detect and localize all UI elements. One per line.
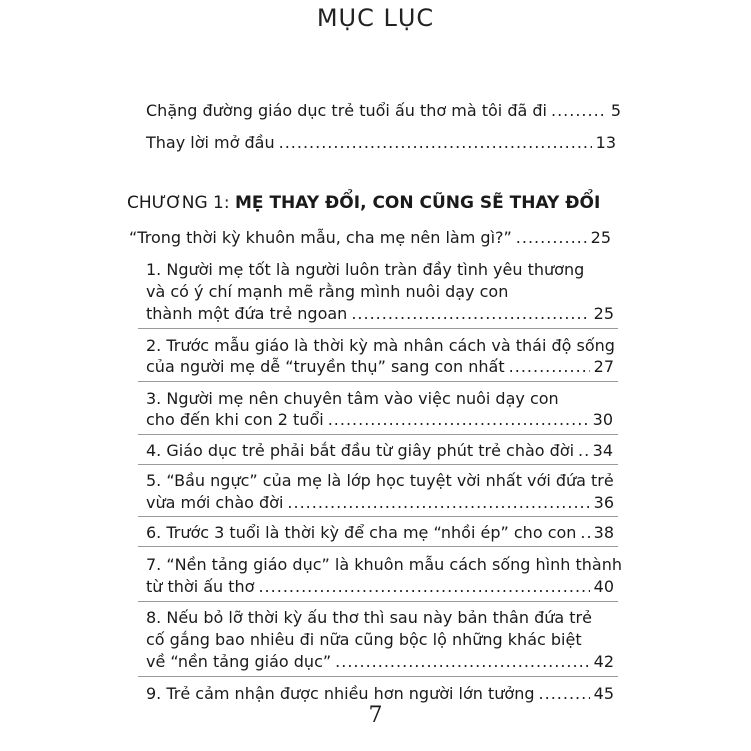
dot-leader — [328, 410, 589, 430]
toc-item-last-line — [146, 577, 614, 597]
toc-item-last-line — [146, 410, 613, 430]
toc-entry-page: 25 — [593, 304, 614, 323]
dot-leader — [279, 133, 592, 153]
chapter-label: CHƯƠNG 1: — [127, 193, 230, 213]
dot-leader — [287, 493, 589, 513]
divider — [138, 601, 618, 602]
toc-item-line: 8. Nếu bỏ lỡ thời kỳ ấu thơ thì sau này bản thân đứa trẻ — [146, 608, 592, 627]
toc-entry-page: 25 — [590, 228, 611, 247]
toc-item-last-line — [146, 493, 614, 513]
toc-entry-page: 34 — [592, 441, 613, 460]
divider — [138, 676, 618, 677]
dot-leader — [509, 357, 590, 377]
toc-item-line: 5. “Bầu ngực” của mẹ là lớp học tuyệt vời nhất với đứa trẻ — [146, 471, 614, 490]
toc-item-line: 1. Người mẹ tốt là người luôn tràn đầy tình yêu thương — [146, 260, 585, 279]
divider — [138, 464, 618, 465]
page-title: MỤC LỤC — [316, 4, 435, 32]
divider — [138, 328, 618, 329]
toc-item[interactable] — [146, 684, 614, 704]
toc-item-line: 9. Trẻ cảm nhận được nhiều hơn người lớn tưởng — [146, 684, 535, 703]
chapter-title: MẸ THAY ĐỔI, CON CŨNG SẼ THAY ĐỔI — [235, 193, 601, 213]
toc-item-line: về “nền tảng giáo dục” — [146, 652, 332, 671]
dot-leader — [580, 523, 589, 543]
divider — [138, 434, 618, 435]
toc-item-line: cố gắng bao nhiêu đi nữa cũng bộc lộ những khác biệt — [146, 630, 582, 649]
toc-item-line: 3. Người mẹ nên chuyên tâm vào việc nuôi dạy con — [146, 389, 559, 408]
toc-item-line: 6. Trước 3 tuổi là thời kỳ để cha mẹ “nhồi ép” cho con — [146, 523, 577, 542]
divider — [138, 516, 618, 517]
toc-entry-page: 36 — [593, 493, 614, 512]
toc-item[interactable] — [146, 523, 614, 543]
toc-item-line: vừa mới chào đời — [146, 493, 284, 512]
toc-item-line: cho đến khi con 2 tuổi — [146, 410, 324, 429]
toc-entry-title: “Trong thời kỳ khuôn mẫu, cha mẹ nên làm gì?” — [129, 228, 512, 247]
toc-item-last-line — [146, 357, 614, 377]
toc-item-line: thành một đứa trẻ ngoan — [146, 304, 348, 323]
toc-item-last-line — [146, 304, 614, 324]
page-number: 7 — [368, 703, 383, 728]
toc-item[interactable] — [146, 441, 613, 461]
toc-item-line: 7. “Nền tảng giáo dục” là khuôn mẫu cách sống hình thành — [146, 555, 622, 574]
toc-entry-page: 30 — [592, 410, 613, 429]
toc-entry-page: 27 — [593, 357, 614, 376]
toc-item-line: từ thời ấu thơ — [146, 577, 255, 596]
toc-entry-page: 13 — [595, 133, 616, 152]
divider — [138, 546, 618, 547]
divider — [138, 381, 618, 382]
dot-leader — [258, 577, 589, 597]
toc-item-line: 4. Giáo dục trẻ phải bắt đầu từ giây phút trẻ chào đời — [146, 441, 575, 460]
toc-entry-title: Chặng đường giáo dục trẻ tuổi ấu thơ mà tôi đã đi — [146, 101, 547, 120]
toc-entry-page: 40 — [593, 577, 614, 596]
dot-leader — [551, 101, 607, 121]
toc-item-line: và có ý chí mạnh mẽ rằng mình nuôi dạy con — [146, 282, 509, 301]
toc-item-line: 2. Trước mẫu giáo là thời kỳ mà nhân cách và thái độ sống — [146, 336, 615, 355]
dot-leader — [516, 228, 587, 248]
dot-leader — [335, 652, 589, 672]
toc-entry-page: 38 — [593, 523, 614, 542]
toc-item-line: của người mẹ dễ “truyền thụ” sang con nhất — [146, 357, 505, 376]
toc-entry-page: 5 — [610, 101, 621, 120]
dot-leader — [578, 441, 589, 461]
toc-entry[interactable] — [146, 133, 616, 153]
chapter-heading[interactable] — [127, 193, 600, 213]
dot-leader — [351, 304, 589, 324]
toc-entry[interactable] — [129, 228, 611, 248]
toc-entry-page: 45 — [593, 684, 614, 703]
toc-entry-page: 42 — [593, 652, 614, 671]
toc-item-last-line — [146, 652, 614, 672]
dot-leader — [539, 684, 590, 704]
toc-entry-title: Thay lời mở đầu — [146, 133, 275, 152]
toc-entry[interactable] — [146, 101, 621, 121]
